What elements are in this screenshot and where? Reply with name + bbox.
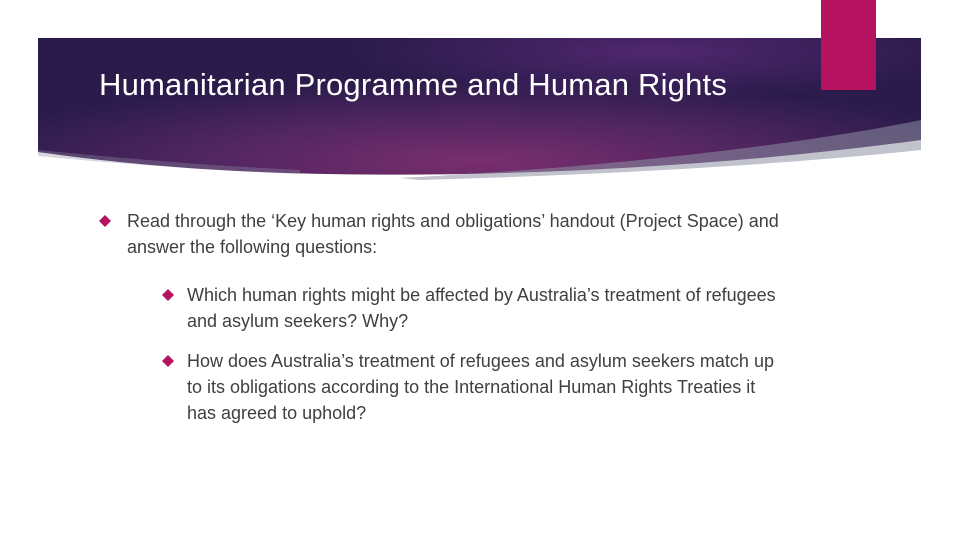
diamond-bullet-icon [162, 289, 174, 301]
diamond-bullet-icon [162, 355, 174, 367]
accent-tab [821, 0, 876, 90]
bullet-text: Read through the ‘Key human rights and obligations’ handout (Project Space) and answer the following questions: [127, 211, 779, 257]
bullet-text: How does Australia’s treatment of refugees and asylum seekers match up to its obligations according to the International Human Rights Treaties it has agreed to uphold? [187, 351, 774, 423]
bullet-text: Which human rights might be affected by Australia’s treatment of refugees and asylum seekers? Why? [187, 285, 776, 331]
slide-body [99, 208, 799, 426]
bullet-item-1 [99, 208, 799, 260]
bullet-item-3 [161, 348, 777, 426]
bullet-item-2 [161, 282, 777, 334]
slide-title: Humanitarian Programme and Human Rights [99, 67, 728, 102]
diamond-bullet-icon [99, 215, 111, 227]
